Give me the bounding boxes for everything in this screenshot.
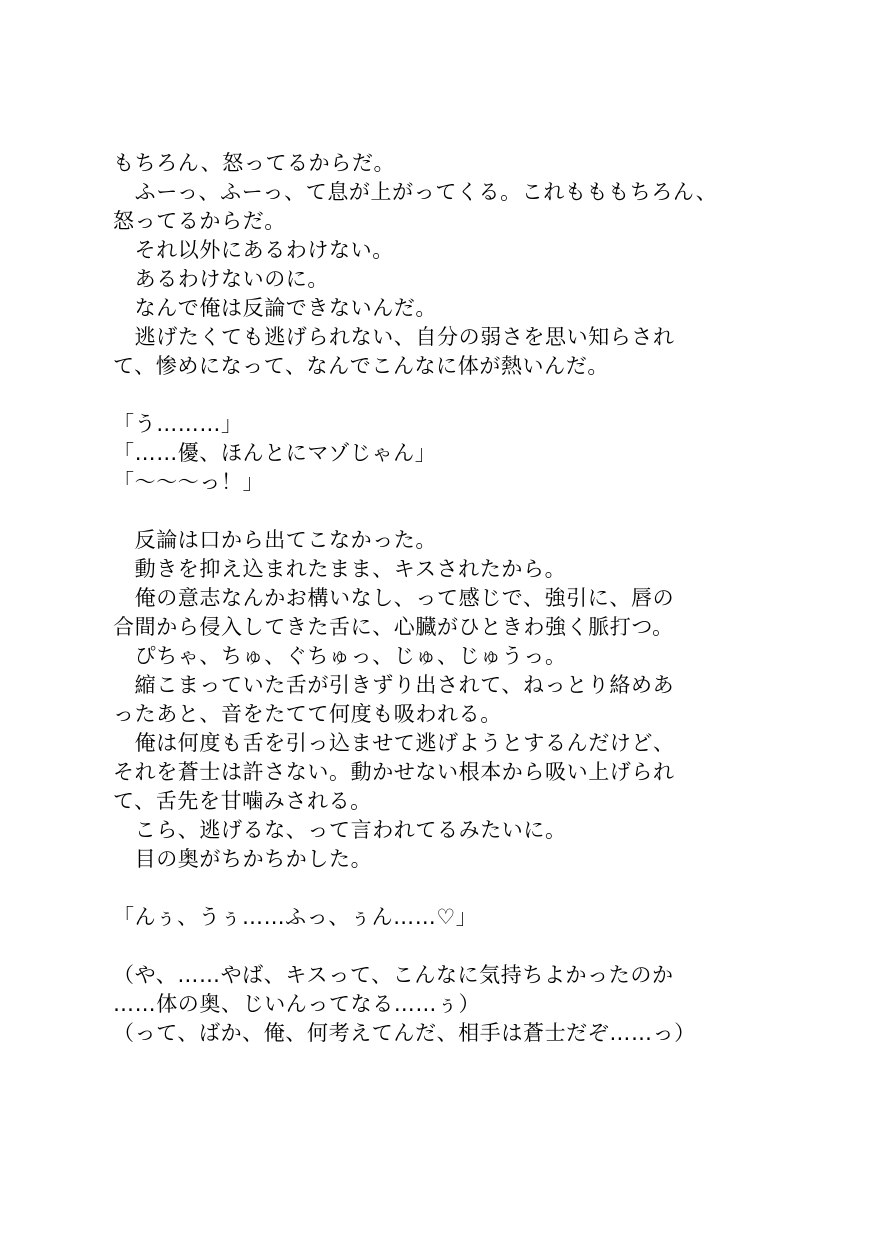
dialogue-line: 「んぅ、うぅ……ふっ、ぅん……♡」	[113, 905, 478, 929]
body-text	[113, 149, 768, 1048]
text-line: 逃げたくても逃げられない、自分の弱さを思い知らされ	[113, 325, 675, 349]
text-line: 合間から侵入してきた舌に、心臓がひときわ強く脈打つ。	[113, 615, 674, 639]
text-line: 縮こまっていた舌が引きずり出されて、ねっとり絡めあ	[113, 673, 675, 697]
text-line: て、舌先を甘噛みされる。	[113, 789, 372, 813]
text-line: ぴちゃ、ちゅ、ぐちゅっ、じゅ、じゅうっ。	[113, 644, 567, 668]
text-line: 俺の意志なんかお構いなし、って感じで、強引に、唇の	[113, 586, 675, 610]
text-line: 俺は何度も舌を引っ込ませて逃げようとするんだけど、	[113, 731, 675, 755]
blank-line	[113, 381, 768, 410]
text-line: それを蒼士は許さない。動かせない根本から吸い上げられ	[113, 760, 675, 784]
text-line: なんで俺は反論できないんだ。	[113, 296, 437, 320]
dialogue-line: 「……優、ほんとにマゾじゃん」	[113, 441, 437, 465]
text-line: それ以外にあるわけない。	[113, 238, 394, 262]
blank-line	[113, 874, 768, 903]
thought-line: （や、……やば、キスって、こんなに気持ちよかったのか	[113, 963, 674, 987]
dialogue-line: 「〜〜〜っ！」	[113, 470, 265, 494]
text-line: 目の奥がちかちかした。	[113, 847, 373, 871]
dialogue-line: 「う………」	[113, 412, 243, 436]
thought-line: （って、ばか、俺、何考えてんだ、相手は蒼士だぞ……っ）	[113, 1021, 696, 1045]
blank-line	[113, 497, 768, 526]
blank-line	[113, 932, 768, 961]
text-line: 怒ってるからだ。	[113, 209, 286, 233]
thought-line: ……体の奥、じいんってなる……ぅ）	[113, 992, 481, 1016]
text-line: て、惨めになって、なんでこんなに体が熱いんだ。	[113, 354, 609, 378]
text-line: ったあと、音をたてて何度も吸われる。	[113, 702, 502, 726]
text-line: ふーっ、ふーっ、て息が上がってくる。これもももちろん、	[113, 180, 718, 204]
text-line: こら、逃げるな、って言われてるみたいに。	[113, 818, 567, 842]
text-line: 動きを抑え込まれたまま、キスされたから。	[113, 557, 567, 581]
text-line: 反論は口から出てこなかった。	[113, 528, 437, 552]
text-line: もちろん、怒ってるからだ。	[113, 151, 396, 175]
text-line: あるわけないのに。	[113, 267, 329, 291]
